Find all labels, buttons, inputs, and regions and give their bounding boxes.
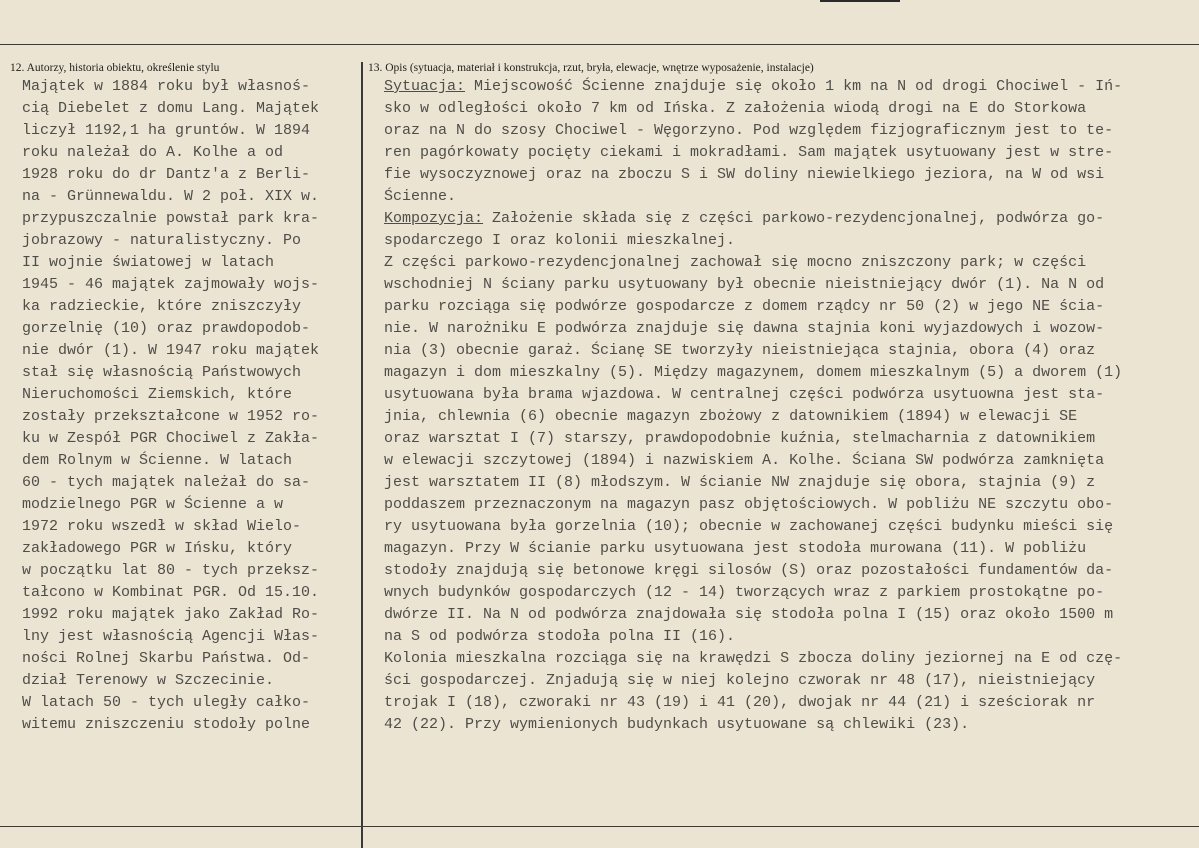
history-text-line: liczył 1192,1 ha gruntów. W 1894 [22, 122, 311, 139]
history-text-line: roku należał do A. Kolhe a od [22, 144, 284, 161]
description-text-line: Sytuacja: Miejscowość Ścienne znajduje się około 1 km na N od drogi Chociwel - Iń- [384, 78, 1123, 95]
history-text-line: 1945 - 46 majątek zajmowały wojs- [22, 276, 320, 293]
history-text-line: witemu zniszczeniu stodoły polne [22, 716, 311, 733]
history-text-line: przypuszczalnie powstał park kra- [22, 210, 320, 227]
column-divider [361, 62, 363, 848]
history-text-line: zakładowego PGR w Ińsku, który [22, 540, 293, 557]
description-text-line: oraz na N do szosy Chociwel - Węgorzyno. Pod względem fizjograficznym jest to te- [384, 122, 1114, 139]
description-text-line: stodoły znajdują się betonowe kręgi silosów (S) oraz pozostałości fundamentów da- [384, 562, 1114, 579]
history-text-line: II wojnie światowej w latach [22, 254, 275, 271]
section-label: Sytuacja: [384, 78, 466, 95]
history-text-line: ka radzieckie, które zniszczyły [22, 298, 302, 315]
history-text-line: nie dwór (1). W 1947 roku majątek [22, 342, 320, 359]
description-text-line: trojak I (18), czworaki nr 43 (19) i 41 (20), dwojak nr 44 (21) i sześciorak nr [384, 694, 1096, 711]
description-text-line: Kolonia mieszkalna rozciąga się na krawędzi S zbocza doliny jeziornej na E od czę- [384, 650, 1123, 667]
history-text-line: ku w Zespół PGR Chociwel z Zakła- [22, 430, 320, 447]
top-rule [0, 44, 1199, 45]
description-text-line: magazyn. Przy W ścianie parku usytuowana jest stodoła murowana (11). W pobliżu [384, 540, 1087, 557]
description-text-line: poddaszem przeznaczonym na magazyn pasz objętościowych. W pobliżu NE szczytu obo- [384, 496, 1114, 513]
description-text-line: ści gospodarczej. Znjadują się w niej kolejno czworak nr 48 (17), nieistniejący [384, 672, 1096, 689]
history-text-line: dział Terenowy w Szczecinie. [22, 672, 275, 689]
description-text-line: sko w odległości około 7 km od Ińska. Z założenia wiodą drogi na E do Storkowa [384, 100, 1087, 117]
description-text-line: ren pagórkowaty pocięty ciekami i mokradłami. Sam majątek usytuowany jest w stre- [384, 144, 1114, 161]
bottom-rule [0, 826, 1199, 827]
history-text-line: Nieruchomości Ziemskich, które [22, 386, 293, 403]
history-text-line: ności Rolnej Skarbu Państwa. Od- [22, 650, 311, 667]
description-text-line: fie wysoczyznowej oraz na zboczu S i SW doliny niewielkiego jeziora, na W od wsi [384, 166, 1105, 183]
history-text-line: gorzelnię (10) oraz prawdopodob- [22, 320, 311, 337]
history-text-line: tałcono w Kombinat PGR. Od 15.10. [22, 584, 320, 601]
history-text-line: 1928 roku do dr Dantz'a z Berli- [22, 166, 311, 183]
description-text-line: Kompozycja: Założenie składa się z części parkowo-rezydencjonalnej, podwórza go- [384, 210, 1105, 227]
history-text-line: cią Diebelet z domu Lang. Majątek [22, 100, 320, 117]
description-text-line: usytuowana była brama wjazdowa. W centralnej części podwórza usytuowna jest sta- [384, 386, 1105, 403]
history-text-line: jobrazowy - naturalistyczny. Po [22, 232, 302, 249]
description-text-line: 42 (22). Przy wymienionych budynkach usytuowane są chlewiki (23). [384, 716, 970, 733]
history-text-line: lny jest własnością Agencji Włas- [22, 628, 320, 645]
description-text-line: magazyn i dom mieszkalny (5). Między magazynem, domem mieszkalnym (5) a dworem (1) [384, 364, 1123, 381]
history-text-line: modzielnego PGR w Ścienne a w [22, 496, 284, 513]
description-text-line: ry usytuowana była gorzelnia (10); obecnie w zachowanej części budynku mieści się [384, 518, 1114, 535]
description-text-line: wschodniej N ściany parku usytuowany był obecnie nieistniejący dwór (1). Na N od [384, 276, 1105, 293]
description-text-line: jnia, chlewnia (6) obecnie magazyn zbożowy z datownikiem (1894) w elewacji SE [384, 408, 1078, 425]
section-13-heading: 13. Opis (sytuacja, materiał i konstrukcja, rzut, bryła, elewacje, wnętrze wyposażenie, instalacje) [368, 62, 814, 74]
description-text-line: parku rozciąga się podwórze gospodarcze z domem rządcy nr 50 (2) w jego NE ścia- [384, 298, 1105, 315]
description-text-line: wnych budynków gospodarczych (12 - 14) tworzących wraz z parkiem prostokątne po- [384, 584, 1105, 601]
description-text-line: w elewacji szczytowej (1894) i nazwiskiem A. Kolhe. Ściana SW podwórza zamknięta [384, 452, 1105, 469]
description-text-line: nia (3) obecnie garaż. Ścianę SE tworzyły nieistniejąca stajnia, obora (4) oraz [384, 342, 1096, 359]
section-label: Kompozycja: [384, 210, 484, 227]
description-text-line: spodarczego I oraz kolonii mieszkalnej. [384, 232, 736, 249]
history-text-line: 60 - tych majątek należał do sa- [22, 474, 311, 491]
history-text-line: 1972 roku wszedł w skład Wielo- [22, 518, 302, 535]
history-text-line: w początku lat 80 - tych przeksz- [22, 562, 320, 579]
description-text-line: Ścienne. [384, 188, 457, 205]
description-text-line: Z części parkowo-rezydencjonalnej zachował się mocno zniszczony park; w części [384, 254, 1087, 271]
history-text-line: 1992 roku majątek jako Zakład Ro- [22, 606, 320, 623]
description-text-line: oraz warsztat I (7) starszy, prawdopodobnie kuźnia, stelmacharnia z datownikiem [384, 430, 1096, 447]
history-text-line: stał się własnością Państwowych [22, 364, 302, 381]
description-text-line: jest warsztatem II (8) młodszym. W ścianie NW znajduje się obora, stajnia (9) z [384, 474, 1096, 491]
description-text-line: dwórze II. Na N od podwórza znajdowała się stodoła polna I (15) oraz około 1500 m [384, 606, 1114, 623]
history-text-line: W latach 50 - tych uległy całko- [22, 694, 311, 711]
section-12-heading: 12. Autorzy, historia obiektu, określenie stylu [10, 62, 220, 74]
top-edge-mark [820, 0, 900, 2]
history-text-line: Majątek w 1884 roku był własnoś- [22, 78, 311, 95]
description-text-line: nie. W narożniku E podwórza znajduje się dawna stajnia koni wyjazdowych i wozow- [384, 320, 1105, 337]
history-text-line: zostały przekształcone w 1952 ro- [22, 408, 320, 425]
description-text-line: na S od podwórza stodoła polna II (16). [384, 628, 736, 645]
history-text-line: na - Grünnewaldu. W 2 poł. XIX w. [22, 188, 320, 205]
history-text-line: dem Rolnym w Ścienne. W latach [22, 452, 293, 469]
